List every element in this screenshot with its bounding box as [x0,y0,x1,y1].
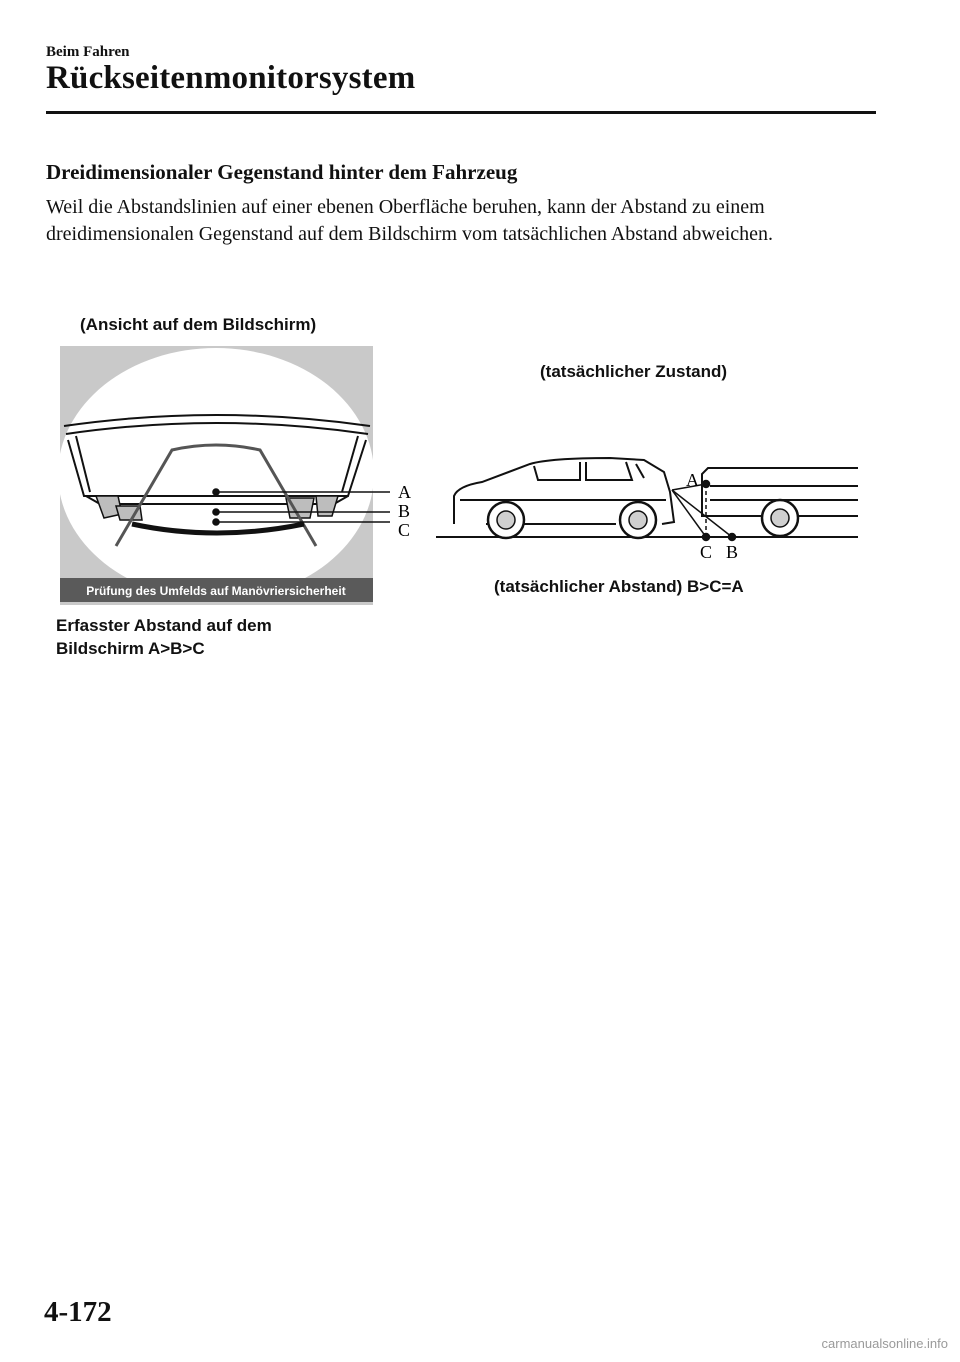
detected-line-1: Erfasster Abstand auf dem [56,616,272,635]
trailer-hub [771,509,789,527]
actual-marker-b: B [726,542,739,562]
detected-distance-label [56,614,272,660]
marker-b-label: B [398,501,411,521]
detected-line-2: Bildschirm A>B>C [56,639,205,658]
camera-sight-lines [672,481,736,541]
section-label: Beim Fahren [46,44,130,60]
screen-banner-text: Prüfung des Umfelds auf Manövriersicherheit [86,584,346,598]
suv-rear-hub [629,511,647,529]
actual-marker-c: C [700,542,713,562]
body-paragraph: Weil die Abstandslinien auf einer ebenen Oberfläche beruhen, kann der Abstand zu einem dreidimensionalen Gegenstand auf dem Bildschirm vom tatsächlichen Abstand abweichen. [46,196,774,245]
page-title: Rückseitenmonitorsystem [46,60,416,96]
page-number: 4-172 [44,1296,112,1328]
title-divider [46,111,876,114]
screen-view-oval [60,348,374,600]
marker-a-label: A [398,482,411,502]
actual-state-label: (tatsächlicher Zustand) [540,362,728,381]
watermark: carmanualsonline.info [821,1336,948,1351]
actual-distance-label: (tatsächlicher Abstand) B>C=A [494,577,744,596]
suv-front-hub [497,511,515,529]
marker-c-label: C [398,520,411,540]
screen-view-label: (Ansicht auf dem Bildschirm) [80,315,317,334]
actual-state-illustration [430,440,870,570]
sub-heading: Dreidimensionaler Gegenstand hinter dem Fahrzeug [46,160,518,184]
screen-view-illustration [60,346,420,606]
actual-marker-a: A [686,470,699,490]
